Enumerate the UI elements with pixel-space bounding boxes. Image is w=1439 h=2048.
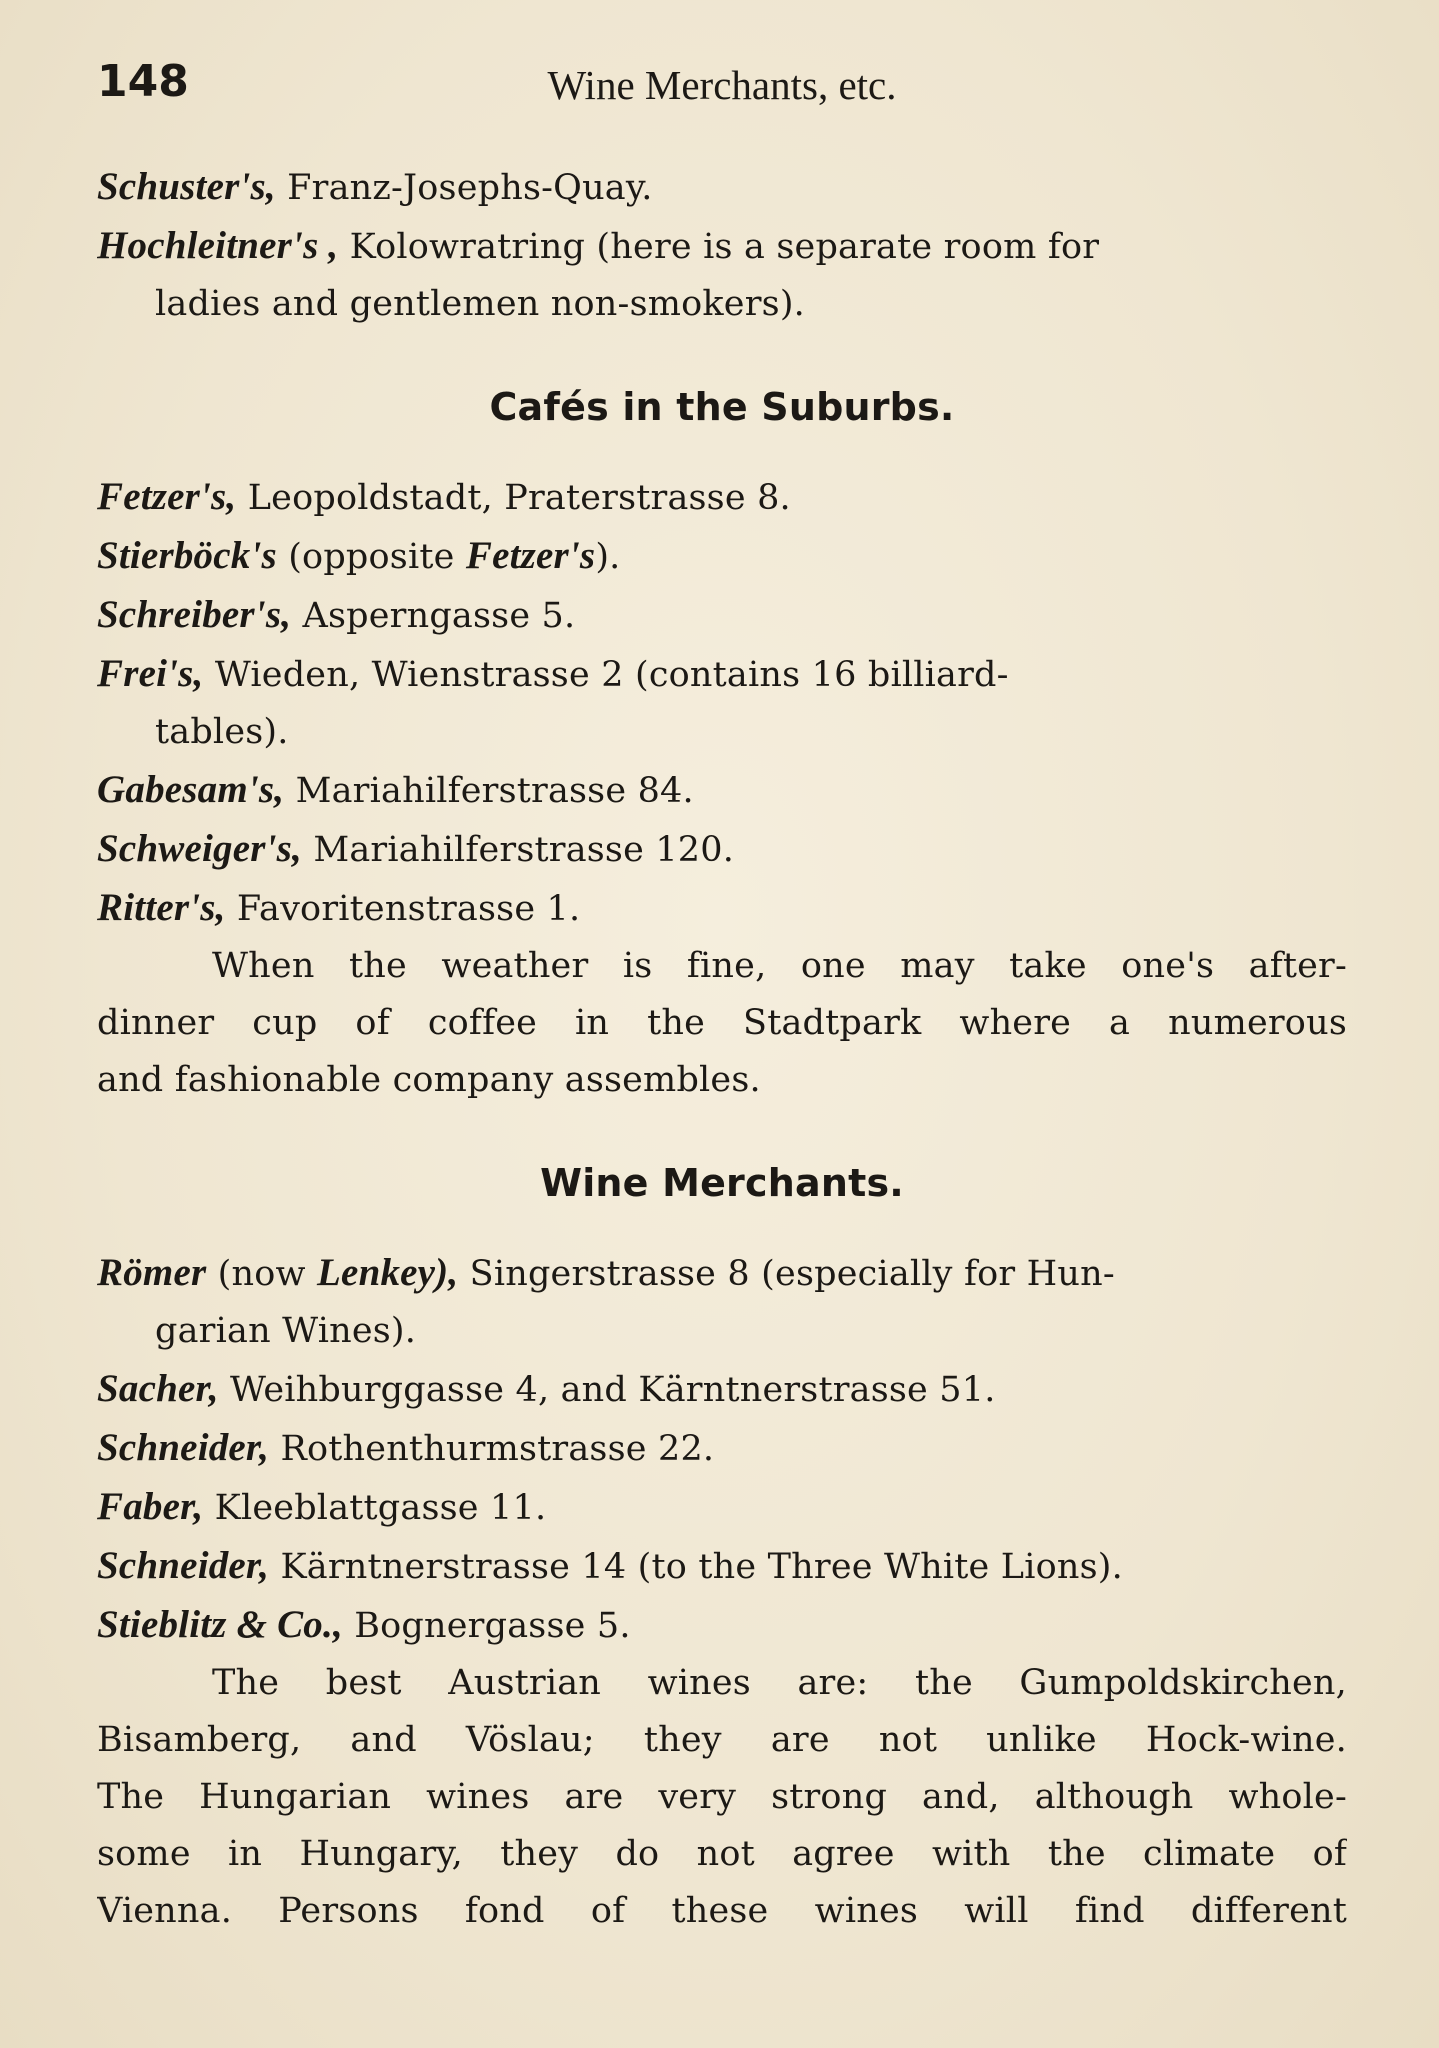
list-item bbox=[97, 1478, 1347, 1537]
list-item bbox=[97, 1360, 1347, 1419]
entry-name-ref: Fetzer's bbox=[465, 534, 596, 577]
paragraph-line: The best Austrian wines are: the Gumpoldskirchen, bbox=[212, 1663, 1347, 1703]
entry-text: Favoritenstrasse 1. bbox=[225, 889, 581, 929]
entry-name: Frei's, bbox=[97, 652, 204, 695]
entry-text: (opposite bbox=[276, 537, 466, 577]
list-item bbox=[97, 217, 1347, 333]
paragraph-line: dinner cup of coffee in the Stadtpark where a numerous bbox=[97, 1003, 1347, 1043]
entry-continuation: tables). bbox=[155, 712, 289, 752]
paragraph-line: some in Hungary, they do not agree with the climate of bbox=[97, 1834, 1347, 1874]
section-heading-wine: Wine Merchants. bbox=[540, 1161, 904, 1205]
page-header bbox=[97, 48, 1347, 118]
entry-text: Weihburggasse 4, and Kärntnerstrasse 51. bbox=[218, 1370, 996, 1410]
entry-text: Mariahilferstrasse 84. bbox=[284, 771, 694, 811]
entry-text: Kleeblattgasse 11. bbox=[203, 1488, 547, 1528]
list-item bbox=[97, 1244, 1347, 1360]
entry-text: Bognergasse 5. bbox=[342, 1606, 631, 1646]
entry-name: Stierböck's bbox=[97, 534, 277, 577]
entry-name: Schneider, bbox=[97, 1426, 270, 1469]
list-item bbox=[97, 158, 1347, 217]
list-item bbox=[97, 645, 1347, 761]
entry-text: ). bbox=[595, 537, 621, 577]
entry-text: Kärntnerstrasse 14 (to the Three White Lions). bbox=[269, 1547, 1123, 1587]
entry-name: Schuster's, bbox=[97, 165, 276, 208]
entry-text: (now bbox=[206, 1254, 318, 1294]
entry-text: Wieden, Wienstrasse 2 (contains 16 billiard- bbox=[203, 655, 1009, 695]
entry-text: Rothenthurmstrasse 22. bbox=[269, 1429, 715, 1469]
list-item bbox=[97, 586, 1347, 645]
list-item bbox=[97, 527, 1347, 586]
paragraph-line: and fashionable company assembles. bbox=[97, 1060, 761, 1100]
paragraph-coffee bbox=[97, 938, 1347, 1109]
page-number: 148 bbox=[97, 56, 189, 107]
paragraph-line: When the weather is fine, one may take one's after- bbox=[212, 946, 1347, 986]
book-page bbox=[97, 48, 1347, 2028]
entry-name: Faber, bbox=[97, 1485, 204, 1528]
list-item bbox=[97, 468, 1347, 527]
entry-name: Ritter's, bbox=[97, 886, 226, 929]
section-heading-cafes: Cafés in the Suburbs. bbox=[489, 385, 955, 429]
entry-text: Singerstrasse 8 (especially for Hun- bbox=[458, 1254, 1115, 1294]
entry-name: Sacher, bbox=[97, 1367, 219, 1410]
list-item bbox=[97, 1537, 1347, 1596]
entry-name: Hochleitner's , bbox=[97, 224, 339, 267]
entry-name: Schweiger's, bbox=[97, 827, 302, 870]
entry-text: Leopoldstadt, Praterstrasse 8. bbox=[236, 478, 791, 518]
paragraph-line: The Hungarian wines are very strong and, although whole- bbox=[97, 1777, 1347, 1817]
entry-name: Gabesam's, bbox=[97, 768, 285, 811]
list-item bbox=[97, 1419, 1347, 1478]
paragraph-line: Bisamberg, and Vöslau; they are not unlike Hock-wine. bbox=[97, 1720, 1347, 1760]
entry-name: Schneider, bbox=[97, 1544, 270, 1587]
entry-text: Mariahilferstrasse 120. bbox=[302, 830, 735, 870]
running-head: Wine Merchants, etc. bbox=[547, 62, 897, 108]
entry-name: Fetzer's, bbox=[97, 475, 237, 518]
list-item bbox=[97, 820, 1347, 879]
paragraph-wines bbox=[97, 1655, 1347, 1940]
list-item bbox=[97, 761, 1347, 820]
entry-continuation: ladies and gentlemen non-smokers). bbox=[155, 284, 805, 324]
entry-text: Kolowratring (here is a separate room for bbox=[338, 227, 1100, 267]
entry-continuation: garian Wines). bbox=[155, 1311, 417, 1351]
list-item bbox=[97, 1596, 1347, 1655]
page-body bbox=[97, 158, 1347, 1940]
entry-name-ref: Lenkey), bbox=[317, 1251, 459, 1294]
entry-text: Franz-Josephs-Quay. bbox=[275, 168, 653, 208]
entry-name: Römer bbox=[97, 1251, 207, 1294]
paragraph-line: Vienna. Persons fond of these wines will find different bbox=[97, 1891, 1347, 1931]
list-item bbox=[97, 879, 1347, 938]
entry-name: Schreiber's, bbox=[97, 593, 292, 636]
entry-name: Stieblitz & Co., bbox=[97, 1603, 343, 1646]
entry-text: Asperngasse 5. bbox=[291, 596, 576, 636]
